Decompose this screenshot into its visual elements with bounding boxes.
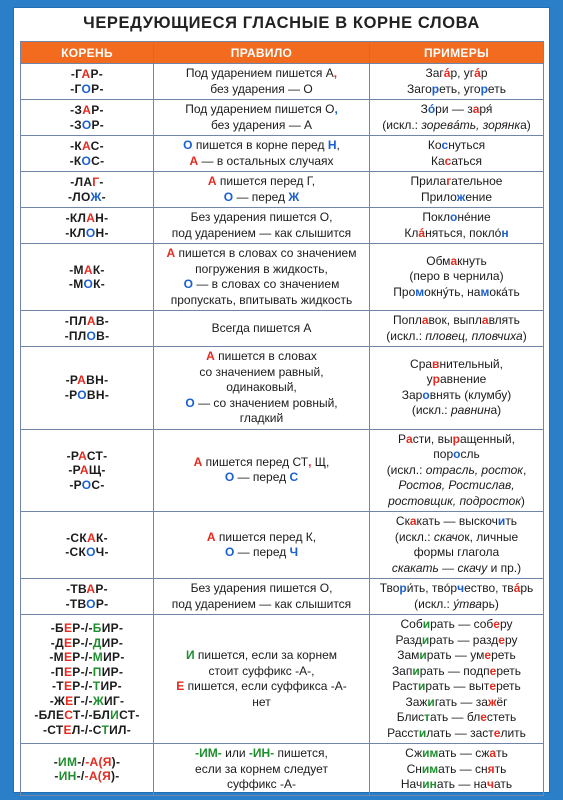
root-line: -КЛАН- [65,211,109,225]
examples-line: ростовщик, подросток) [388,493,525,508]
rule-line: со значением равный, [199,364,324,379]
table-row [21,347,544,430]
examples-line: Замирать — умереть [397,648,516,662]
root-line: -КАС- [70,139,104,153]
rule-line: А пишется перед Г, [207,174,316,188]
examples-line: Собирать — соберу [400,617,513,631]
root-line: -ТВОР- [65,596,109,611]
root-cell [21,208,154,244]
rule-line: -ИМ- или -ИН- пишется, [195,746,328,760]
poster-sheet [14,8,549,792]
rule-line: без ударения — О [210,81,313,96]
header-examples: ПРИМЕРЫ [370,42,544,64]
examples-line: Коснуться [427,138,486,152]
examples-line: Загореть, угореть [407,81,506,96]
root-cell [21,244,154,311]
table-row [21,64,544,100]
root-cell [21,100,154,136]
rule-cell [154,64,370,100]
examples-line: (искл.: зоревáть, зорянка) [382,117,531,132]
examples-line: Растирать — вытереть [392,679,521,693]
examples-line: (искл.: у́тварь) [414,596,499,611]
examples-line: Касаться [430,153,482,168]
root-cell [21,136,154,172]
examples-line: поросль [433,447,480,461]
root-line: -ПЕР-/-ПИР- [50,664,124,679]
root-line: -КЛОН- [65,225,109,240]
header-root: КОРЕНЬ [21,42,154,64]
rule-cell [154,744,370,796]
table-body [21,64,544,796]
examples-line: Клáняться, поклóн [404,225,509,240]
rule-cell [154,512,370,579]
root-cell [21,347,154,430]
rule-line: О — перед Ж [223,189,300,204]
table-row [21,512,544,579]
rule-line: суффикс -А- [226,777,297,791]
root-line: -ИН-/-А(Я)- [54,769,120,784]
examples-line: Раздирать — раздеру [395,632,518,647]
rule-line: О — в словах со значением [183,277,340,291]
root-line: -ЗАР- [70,103,104,117]
root-cell [21,172,154,208]
examples-line: Твори́ть, твóрчество, твáрь [379,581,534,595]
root-line: -МЕР-/-МИР- [49,650,125,664]
table-row [21,744,544,796]
root-line: -СКАК- [66,530,108,545]
examples-cell [370,64,544,100]
root-cell [21,512,154,579]
rule-line: Всегда пишется А [211,320,312,335]
rule-line: под ударением — как слышится [171,596,352,611]
root-cell [21,429,154,512]
examples-line: Снимать — снять [406,761,507,776]
rule-cell [154,429,370,512]
examples-cell [370,579,544,615]
root-line: -РОС- [69,477,105,492]
examples-cell [370,615,544,744]
examples-line: (искл.: скачок, личные [394,529,519,544]
rule-line: О — со значением ровный, [185,395,338,410]
root-line: -СТЕЛ-/-СТИЛ- [42,722,132,737]
rule-line: Без ударения пишется О, [190,210,333,224]
examples-line: Обмакнуть [426,253,487,268]
root-line: -ЛОЖ- [68,189,106,204]
rules-table [20,41,544,796]
root-line: -ПЛОВ- [64,328,110,343]
root-line: -КОС- [69,153,105,168]
rule-line: Е пишется, если суффикса -А- [176,679,347,693]
examples-cell [370,136,544,172]
rule-cell [154,347,370,430]
rule-line: Без ударения пишется О, [190,581,333,595]
examples-cell [370,172,544,208]
table-row [21,615,544,744]
table-row [21,172,544,208]
rule-line: А пишется перед СТ, Щ, [193,454,330,469]
rule-line: Под ударением пишется А, [185,66,338,80]
examples-line: Ростов, Ростислав, [398,478,515,492]
table-row [21,244,544,311]
examples-line: формы глагола [413,545,500,559]
examples-line: Скакать — выскочить [395,514,518,528]
rule-line: стоит суффикс -А-, [208,663,315,678]
table-row [21,208,544,244]
rule-cell [154,244,370,311]
rule-cell [154,136,370,172]
examples-cell [370,100,544,136]
examples-line: Прилагательное [410,174,503,188]
examples-line: Промокну́ть, намокáть [393,284,520,299]
table-row [21,136,544,172]
root-line: -ДЕР-/-ДИР- [50,635,124,650]
root-line: -РАЩ- [68,463,106,477]
root-line: -ПЛАВ- [64,314,110,328]
rule-cell [154,615,370,744]
rule-line: одинаковый, [226,380,297,394]
table-header-row [21,42,544,64]
examples-line: Расти, выращенный, [398,431,515,446]
examples-cell [370,244,544,311]
examples-cell [370,347,544,430]
examples-line: скакать — скачу и пр.) [391,560,522,575]
examples-line: (искл.: отрасль, росток, [386,462,527,477]
examples-cell [370,311,544,347]
examples-line: Начинать — начать [400,777,513,791]
rule-line: без ударения — А [210,117,313,132]
rule-line: Под ударением пишется О, [185,102,338,116]
rule-line: О — перед С [224,470,299,485]
root-line: -РОВН- [64,387,110,402]
root-cell [21,744,154,796]
examples-line: Загáр, угáр [425,66,488,80]
root-line: -ТЕР-/-ТИР- [52,679,122,693]
examples-cell [370,429,544,512]
table-row [21,100,544,136]
root-line: -ЛАГ- [70,175,104,189]
examples-line: уравнение [426,372,487,387]
rule-line: гладкий [239,411,284,425]
root-line: -ЖЕГ-/-ЖИГ- [49,693,125,708]
examples-line: Зажигать — зажёг [405,694,508,709]
rule-line: А пишется в словах [206,349,317,363]
rule-line: А пишется перед К, [206,529,317,544]
rule-cell [154,208,370,244]
root-line: -БЛЕСТ-/-БЛИСТ- [34,708,140,722]
root-line: -ГОР- [70,81,104,96]
rule-line: пропускать, впитывать жидкость [170,292,353,307]
examples-line: Сравнительный, [410,356,503,371]
examples-line: Зóри — заря́ [420,102,493,116]
examples-line: Расстилать — застелить [387,725,526,740]
root-line: -ЗОР- [69,117,105,132]
rule-line: под ударением — как слышится [171,225,352,240]
root-line: -СКОЧ- [65,545,109,559]
examples-cell [370,512,544,579]
root-line: -ТВАР- [66,582,108,596]
rule-cell [154,311,370,347]
root-line: -БЕР-/-БИР- [50,621,124,635]
rule-line: А — в остальных случаях [189,153,334,168]
root-line: -РАВН- [65,373,109,388]
examples-line: Заровнять (клумбу) [401,387,512,402]
rule-line: О — перед Ч [224,545,299,559]
rule-line: погружения в жидкость, [195,261,328,276]
page-title: ЧЕРЕДУЮЩИЕСЯ ГЛАСНЫЕ В КОРНЕ СЛОВА [83,14,480,32]
rule-line: нет [252,694,271,709]
examples-line: (искл.: равнина) [411,403,502,418]
table-row [21,579,544,615]
root-cell [21,64,154,100]
examples-line: Запирать — подпереть [391,663,522,678]
table-row [21,429,544,512]
examples-line: Сжимать — сжать [405,746,508,760]
header-rule: ПРАВИЛО [154,42,370,64]
root-cell [21,311,154,347]
root-line: -МОК- [68,277,106,291]
examples-line: Поклонéние [422,210,491,224]
root-line: -ГАР- [70,67,104,81]
root-line: -МАК- [69,262,105,277]
rule-cell [154,100,370,136]
root-line: -РАСТ- [66,448,108,463]
root-cell [21,579,154,615]
examples-line: (искл.: пловец, пловчиха) [386,328,527,343]
examples-line: Поплавок, выплавлять [393,313,520,327]
root-line: -ИМ-/-А(Я)- [53,754,121,769]
examples-cell [370,744,544,796]
rule-line: если за корнем следует [195,761,328,776]
examples-line: Блистать — блестеть [396,710,517,724]
rule-line: О пишется в корне перед Н, [183,138,340,152]
root-cell [21,615,154,744]
rule-cell [154,579,370,615]
rule-line: И пишется, если за корнем [185,648,338,662]
table-row [21,311,544,347]
examples-line: Приложение [420,189,492,204]
examples-cell [370,208,544,244]
rule-cell [154,172,370,208]
rule-line: А пишется в словах со значением [166,246,357,260]
examples-line: (перо в чернила) [409,269,504,284]
